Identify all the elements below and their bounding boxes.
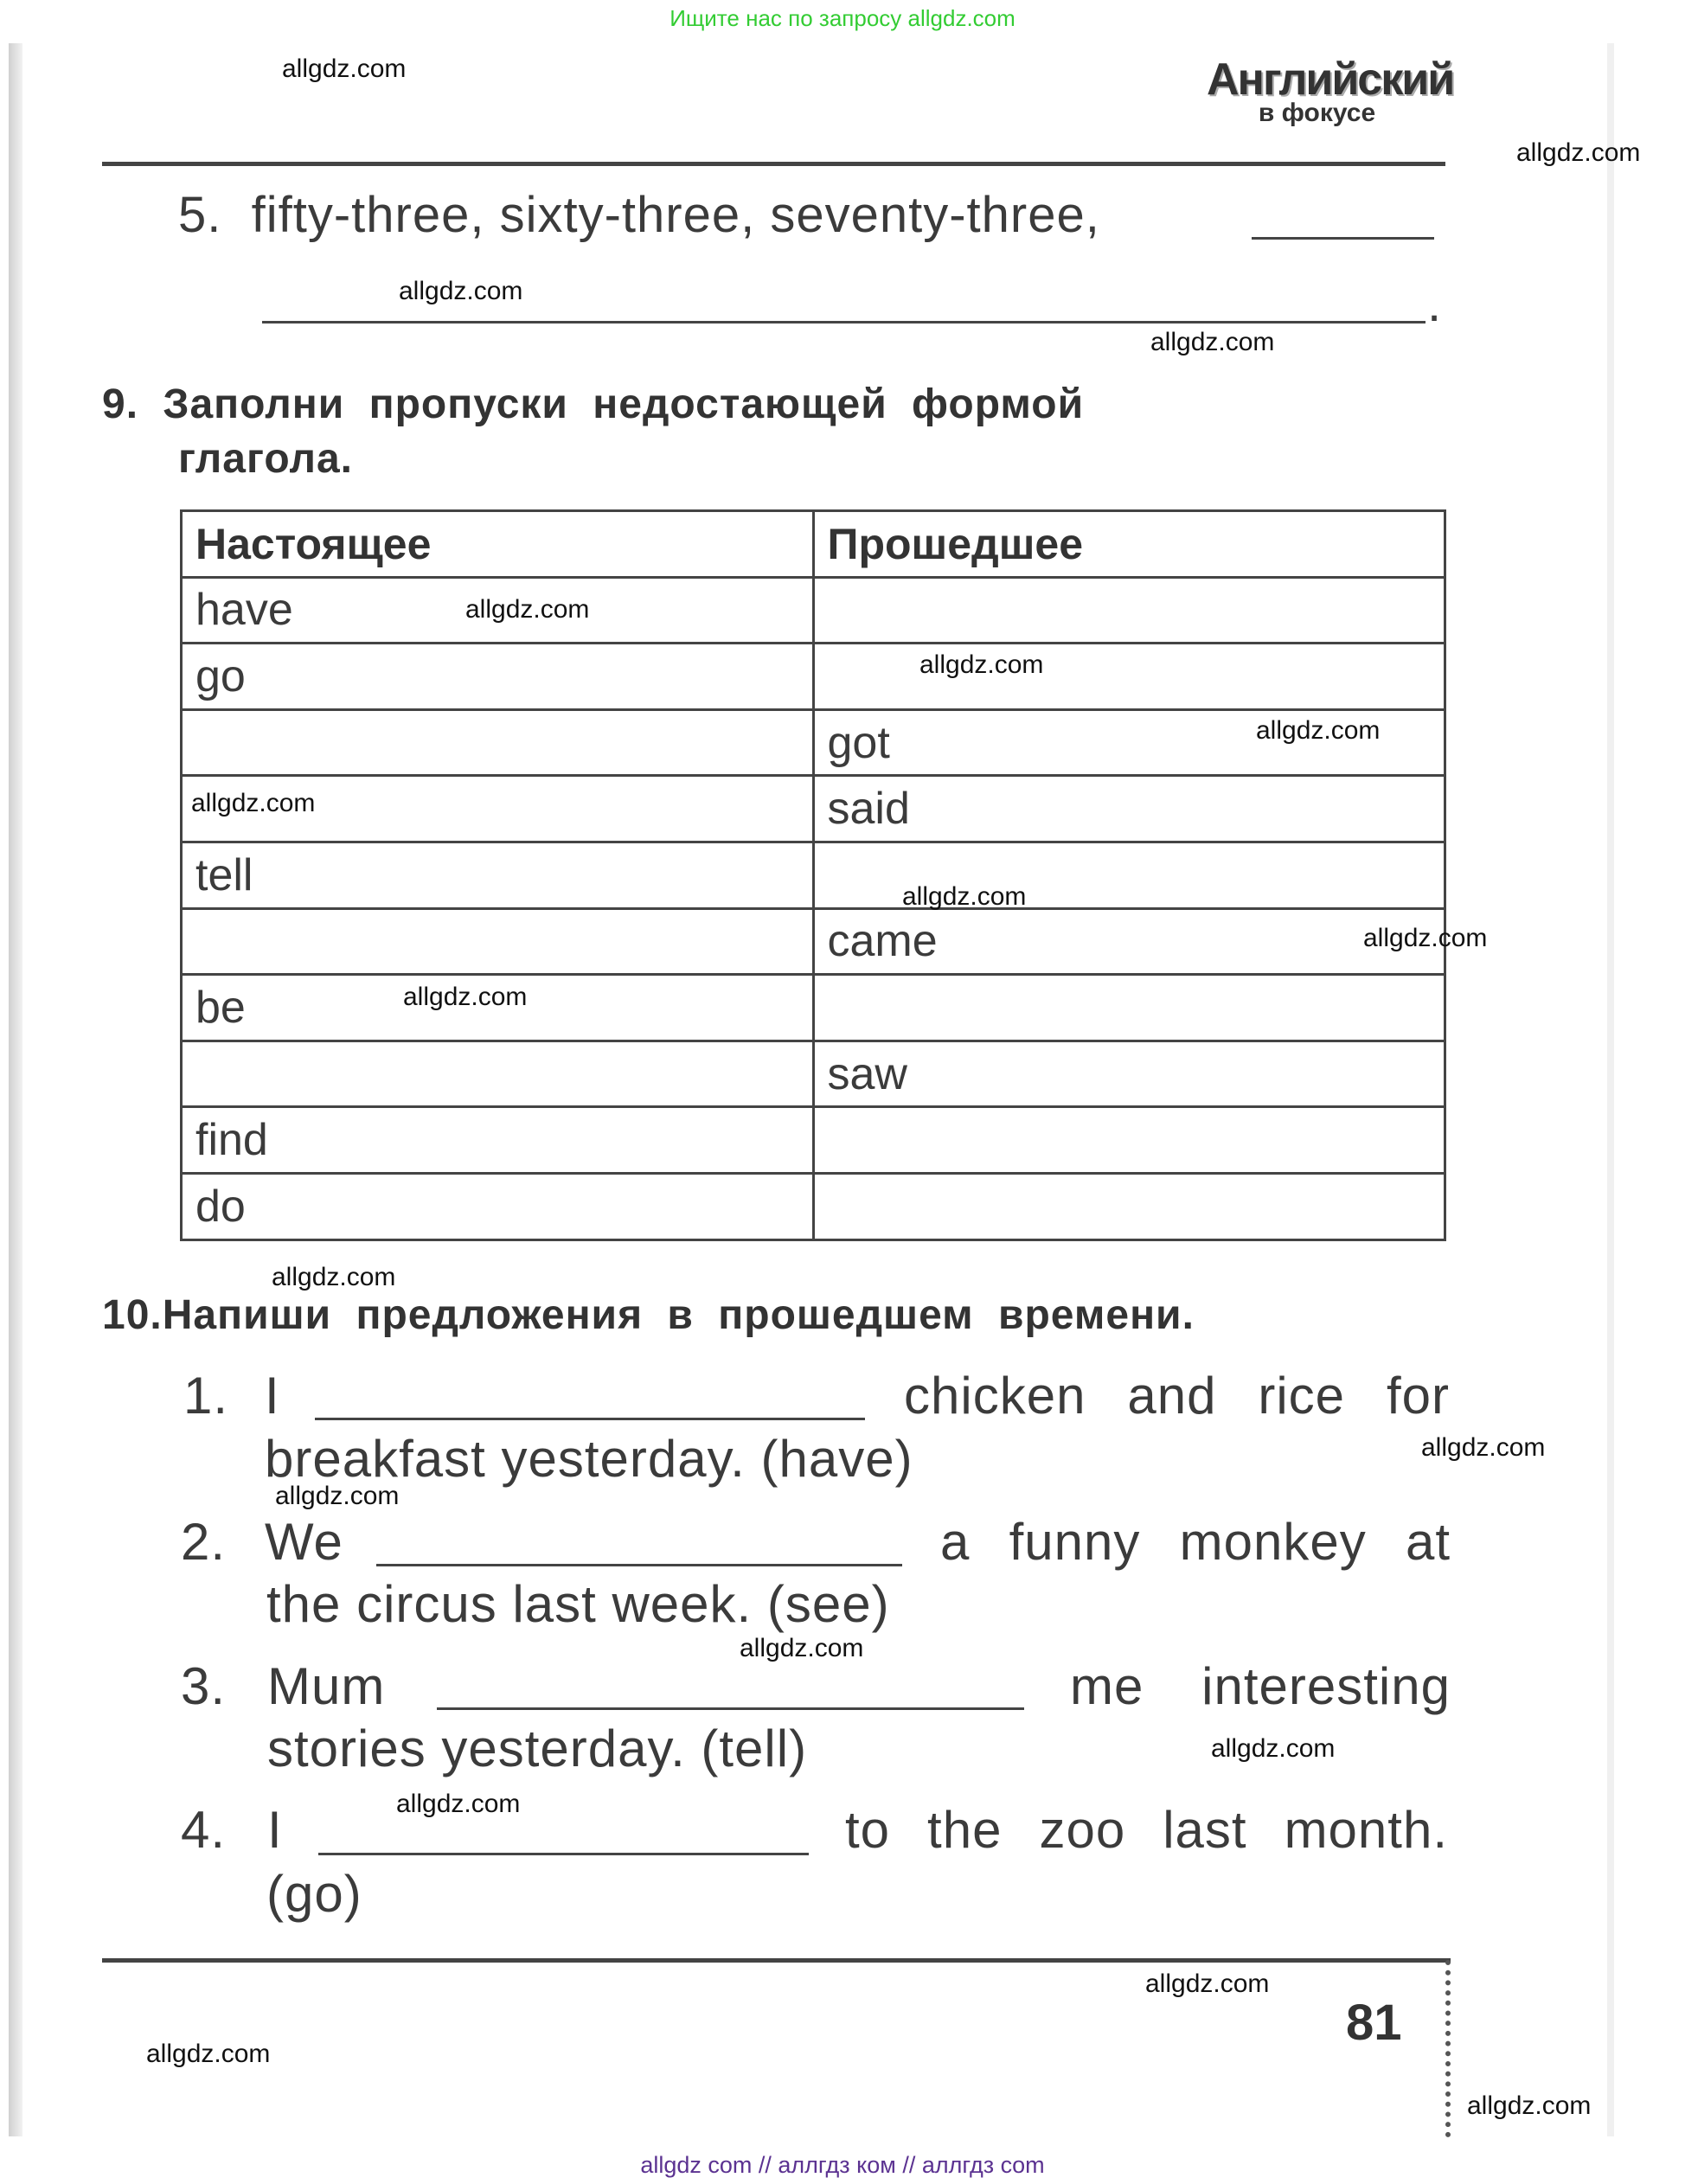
watermark: allgdz.com	[396, 1790, 521, 1818]
past-form-cell: saw	[813, 1041, 1445, 1107]
watermark: allgdz.com	[191, 789, 316, 817]
present-form-cell[interactable]	[182, 908, 814, 975]
past-form-cell[interactable]	[813, 1107, 1445, 1174]
past-form-cell[interactable]	[813, 975, 1445, 1041]
table-row	[182, 1173, 1445, 1239]
ex10-title: Напиши предложения в прошедшем времени.	[162, 1292, 1195, 1338]
watermark: allgdz.com	[1145, 1969, 1270, 1998]
watermark: allgdz.com	[282, 54, 407, 83]
watermark: allgdz.com	[902, 882, 1027, 911]
ex9-title-line2: глагола.	[178, 436, 353, 482]
present-form-cell: have	[182, 577, 814, 644]
page-edge-right	[1607, 43, 1614, 2136]
verb-forms-table	[180, 509, 1446, 1241]
table-row	[182, 975, 1445, 1041]
watermark: allgdz.com	[1421, 1433, 1546, 1462]
present-form-cell: go	[182, 644, 814, 710]
page-number: 81	[1346, 1995, 1402, 2051]
table-row	[182, 908, 1445, 975]
sentence-rest: chicken and rice for	[904, 1367, 1450, 1425]
header-present: Настоящее	[182, 511, 814, 578]
sentence-start: We	[265, 1513, 343, 1571]
watermark: allgdz.com	[1467, 2091, 1592, 2120]
table-row	[182, 644, 1445, 710]
ex5-period: .	[1427, 276, 1443, 332]
past-form-cell: got	[813, 709, 1445, 776]
table-row	[182, 1107, 1445, 1174]
watermark: allgdz.com	[465, 595, 590, 624]
ex5-answer-blank-2[interactable]	[262, 321, 1426, 323]
watermark: allgdz.com	[1150, 328, 1275, 356]
ex5-number: 5.	[178, 187, 222, 243]
table-row	[182, 776, 1445, 842]
ex5-answer-blank[interactable]	[1252, 237, 1434, 240]
past-form-cell: said	[813, 776, 1445, 842]
book-logo	[1207, 54, 1454, 128]
table-row	[182, 577, 1445, 644]
sentence-start: I	[267, 1801, 283, 1859]
sentence-number: 4.	[181, 1801, 227, 1859]
ex9-number: 9.	[102, 381, 139, 427]
present-form-cell: be	[182, 975, 814, 1041]
header-past: Прошедшее	[813, 511, 1445, 578]
answer-blank[interactable]	[315, 1418, 865, 1420]
past-form-cell[interactable]	[813, 644, 1445, 710]
sentence-line2: stories yesterday. (tell)	[267, 1720, 808, 1777]
answer-blank[interactable]	[437, 1707, 1024, 1710]
present-form-cell: do	[182, 1173, 814, 1239]
sentence-line2: breakfast yesterday. (have)	[265, 1430, 913, 1488]
watermark: allgdz.com	[275, 1482, 400, 1510]
logo-subtitle: в фокусе	[1258, 99, 1376, 127]
answer-blank[interactable]	[318, 1853, 809, 1855]
logo-title: Английский	[1207, 54, 1454, 105]
top-search-note[interactable]: Ищите нас по запросу allgdz.com	[670, 5, 1015, 31]
sentence-number: 3.	[181, 1657, 227, 1715]
sentence-rest: me interesting	[1070, 1657, 1451, 1715]
ex5-sequence: fifty-three, sixty-three, seventy-three,	[251, 187, 1100, 243]
answer-blank[interactable]	[376, 1564, 902, 1566]
sentence-start: Mum	[267, 1657, 386, 1715]
bottom-note[interactable]: allgdz com // аллгдз ком // аллгдз com	[640, 2152, 1045, 2178]
sentence-number: 1.	[183, 1367, 229, 1425]
watermark: allgdz.com	[919, 650, 1044, 679]
sentence-start: I	[265, 1367, 280, 1425]
page-edge-shadow	[9, 43, 22, 2136]
watermark: allgdz.com	[146, 2040, 271, 2068]
watermark: allgdz.com	[403, 983, 528, 1011]
watermark: allgdz.com	[740, 1634, 864, 1662]
past-form-cell: came	[813, 908, 1445, 975]
present-form-cell[interactable]	[182, 709, 814, 776]
watermark: allgdz.com	[272, 1263, 396, 1291]
present-form-cell: tell	[182, 842, 814, 908]
past-form-cell[interactable]	[813, 1173, 1445, 1239]
watermark: allgdz.com	[399, 277, 523, 305]
bottom-rule	[102, 1958, 1451, 1963]
present-form-cell: find	[182, 1107, 814, 1174]
table-row	[182, 1041, 1445, 1107]
sentence-line2: the circus last week. (see)	[266, 1575, 890, 1633]
ex10-number: 10.	[102, 1292, 163, 1338]
sentence-rest: a funny monkey at	[940, 1513, 1451, 1571]
past-form-cell[interactable]	[813, 577, 1445, 644]
ex10-heading	[102, 1291, 1195, 1339]
sentence-rest: to the zoo last month.	[845, 1801, 1448, 1859]
dotted-margin-line	[1445, 1960, 1451, 2137]
sentence-number: 2.	[181, 1513, 227, 1571]
sentence-line2: (go)	[266, 1865, 362, 1923]
watermark: allgdz.com	[1211, 1734, 1336, 1763]
watermark: allgdz.com	[1363, 924, 1488, 952]
ex9-title: Заполни пропуски недостающей формой	[163, 381, 1085, 427]
watermark: allgdz.com	[1516, 138, 1641, 167]
watermark: allgdz.com	[1256, 716, 1381, 745]
ex9-heading	[102, 381, 1084, 428]
table-row	[182, 842, 1445, 908]
top-rule	[102, 162, 1445, 166]
present-form-cell[interactable]	[182, 1041, 814, 1107]
ex5-item	[178, 186, 1100, 244]
